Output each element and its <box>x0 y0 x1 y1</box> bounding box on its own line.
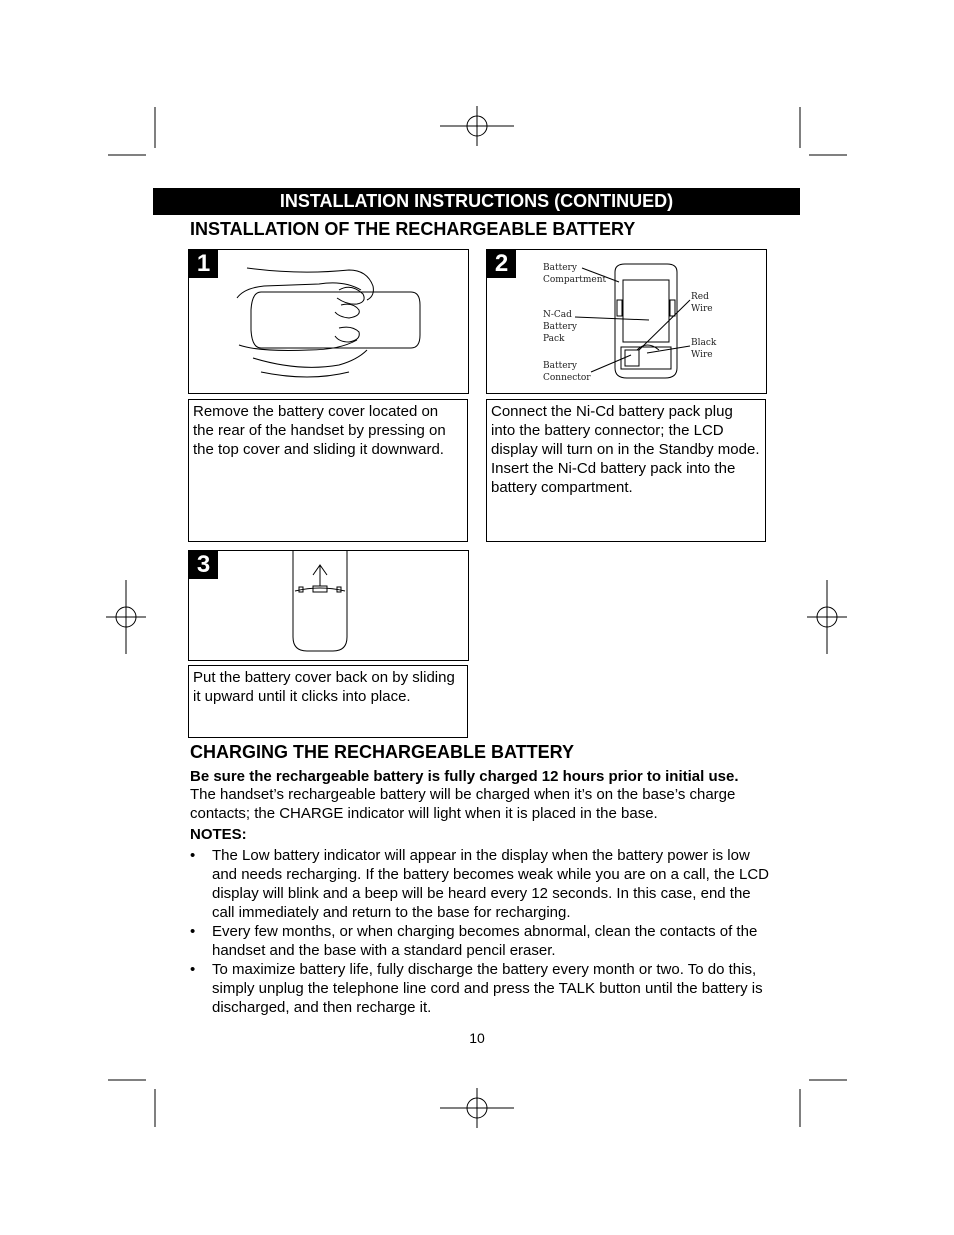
bullet-marker: • <box>190 847 196 864</box>
notes-label: NOTES: <box>190 826 247 843</box>
note-text: To maximize battery life, fully discharge the battery every month or two. To do this, simply unplug the telephone line cord and press the TALK button until the battery is discharged, and then recharge it. <box>212 961 763 1016</box>
list-item <box>190 846 770 922</box>
step-1-number: 1 <box>189 250 218 278</box>
step-3-number: 3 <box>189 551 218 579</box>
label-black-wire: Black Wire <box>691 338 717 360</box>
bullet-marker: • <box>190 961 196 978</box>
note-text: The Low battery indicator will appear in the display when the battery power is low and needs recharging. If the battery becomes weak while you are on a call, the LCD display will blink and a beep will be heard every 12 seconds. In this case, end the call immediately and return to the base for recharging. <box>212 847 769 921</box>
label-red-wire: Red Wire <box>691 292 713 314</box>
step-1-figure <box>188 249 469 394</box>
charging-heading: CHARGING THE RECHARGEABLE BATTERY <box>190 742 575 762</box>
section-banner <box>153 188 800 215</box>
step-2-text-2: Insert the Ni-Cd battery pack into the battery compartment. <box>491 460 736 496</box>
label-nicad-battery-pack: N-Cad Battery Pack <box>543 310 577 344</box>
charging-bold-note: Be sure the rechargeable battery is fully charged 12 hours prior to initial use. <box>190 768 739 785</box>
page-number: 10 <box>469 1030 485 1046</box>
step-3-text-box <box>188 665 468 738</box>
step-3-text: Put the battery cover back on by sliding it upward until it clicks into place. <box>193 669 455 705</box>
step-2-text-box <box>486 399 766 542</box>
step-2-number: 2 <box>487 250 516 278</box>
list-item <box>190 922 770 960</box>
install-heading: INSTALLATION OF THE RECHARGEABLE BATTERY <box>190 219 636 239</box>
replace-cover-illustration <box>189 551 468 660</box>
step-1-text-box <box>188 399 468 542</box>
label-battery-compartment: Battery Compartment <box>543 263 607 285</box>
step-2-text-1: Connect the Ni-Cd battery pack plug into the battery connector; the LCD display will turn on in the Standby mode. <box>491 403 760 458</box>
notes-list <box>190 846 770 1017</box>
battery-compartment-diagram <box>487 250 766 393</box>
note-text: Every few months, or when charging becomes abnormal, clean the contacts of the handset and the base with a standard pencil eraser. <box>212 923 758 959</box>
list-item <box>190 960 770 1017</box>
charging-paragraph: The handset’s rechargeable battery will be charged when it’s on the base’s charge contacts; the CHARGE indicator will light when it is placed in the base. <box>190 786 736 822</box>
step-1-text: Remove the battery cover located on the rear of the handset by pressing on the top cover and sliding it downward. <box>193 403 446 458</box>
step-2-figure <box>486 249 767 394</box>
bullet-marker: • <box>190 923 196 940</box>
banner-title: INSTALLATION INSTRUCTIONS (CONTINUED) <box>279 191 674 211</box>
step-3-figure <box>188 550 469 661</box>
hand-removing-cover-illustration <box>189 250 468 393</box>
label-battery-connector: Battery Connector <box>543 361 591 383</box>
